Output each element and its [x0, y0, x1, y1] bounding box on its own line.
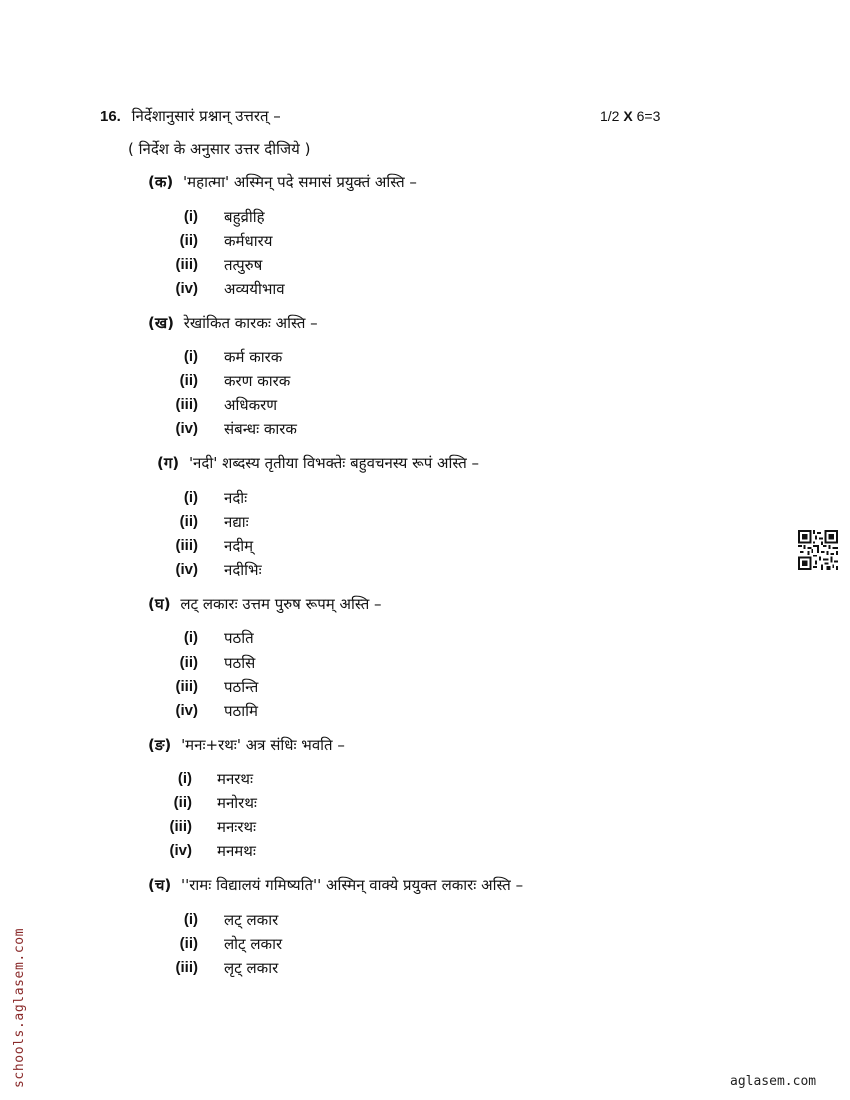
option	[172, 628, 254, 650]
footer-watermark: aglasem.com	[730, 1074, 817, 1089]
option-text: मनोरथः	[217, 794, 257, 812]
option-text: बहुव्रीहि	[224, 208, 265, 226]
option-text: नदीः	[224, 489, 248, 507]
option	[172, 207, 265, 229]
subquestion-letter: (च)	[148, 876, 172, 894]
marks-total: 6=3	[632, 108, 661, 124]
option	[166, 817, 257, 839]
option-roman: (i)	[183, 208, 198, 225]
option	[172, 512, 249, 534]
option-roman: (iv)	[175, 561, 198, 578]
subquestion-letter: (ग)	[157, 454, 180, 472]
option-roman: (i)	[183, 348, 198, 365]
option-text: लोट् लकार	[224, 935, 283, 953]
option-text: पठन्ति	[224, 678, 259, 696]
option	[172, 255, 263, 277]
option	[172, 279, 285, 301]
subquestion-ka	[148, 172, 417, 192]
option-text: मनःरथः	[217, 818, 257, 836]
option-text: पठति	[224, 629, 254, 647]
option	[172, 371, 291, 393]
option-text: अधिकरण	[224, 396, 278, 414]
option-roman: (iii)	[175, 396, 198, 413]
subquestion-text: ''रामः विद्यालयं गमिष्यति'' अस्मिन् वाक्ये प्रयुक्त लकारः अस्ति –	[181, 876, 524, 894]
option-roman: (ii)	[179, 513, 198, 530]
question-header	[100, 106, 281, 126]
subquestion-gha	[148, 594, 382, 614]
subquestion-letter: (क)	[148, 173, 174, 191]
option-roman: (iv)	[169, 842, 192, 859]
subquestion-ga	[157, 453, 479, 473]
option-text: संबन्धः कारक	[224, 420, 297, 438]
marks-multiplier: X	[623, 108, 633, 124]
option	[172, 701, 258, 723]
option-text: अव्ययीभाव	[224, 280, 285, 298]
question-number: 16.	[100, 108, 121, 125]
subquestion-text: लट् लकारः उत्तम पुरुष रूपम् अस्ति –	[180, 595, 382, 613]
option	[172, 395, 278, 417]
option-roman: (ii)	[179, 232, 198, 249]
option-text: करण कारक	[224, 372, 291, 390]
qr-code-icon	[798, 530, 838, 570]
option	[172, 488, 248, 510]
option-text: कर्म कारक	[224, 348, 283, 366]
option-text: लट् लकार	[224, 911, 279, 929]
option	[172, 910, 279, 932]
option	[172, 677, 259, 699]
option-roman: (ii)	[173, 794, 192, 811]
option-text: पठसि	[224, 654, 256, 672]
subquestion-letter: (घ)	[148, 595, 171, 613]
option-roman: (ii)	[179, 654, 198, 671]
option	[172, 934, 283, 956]
option-text: नदीम्	[224, 537, 254, 555]
option-text: नदीभिः	[224, 561, 262, 579]
option	[172, 536, 254, 558]
option-roman: (iii)	[169, 818, 192, 835]
instruction-text: ( निर्देश के अनुसार उत्तर दीजिये )	[128, 140, 311, 158]
option	[172, 958, 279, 980]
question-title: निर्देशानुसारं प्रश्नान् उत्तरत् –	[131, 107, 281, 125]
option	[172, 347, 283, 369]
option-roman: (i)	[183, 629, 198, 646]
subquestion-letter: (ङ)	[148, 736, 172, 754]
subquestion-text: 'महात्मा' अस्मिन् पदे समासं प्रयुक्तं अस्ति –	[183, 173, 417, 191]
option-text: पठामि	[224, 702, 258, 720]
marks-numerator: 1	[600, 108, 608, 124]
option	[172, 231, 273, 253]
subquestion-letter: (ख)	[148, 314, 174, 332]
subquestion-text: 'नदी' शब्दस्य तृतीया विभक्तेः बहुवचनस्य रूपं अस्ति –	[188, 454, 480, 472]
subquestion-text: 'मनः+रथः' अत्र संधिः भवति –	[181, 736, 345, 754]
option	[166, 769, 254, 791]
subquestion-nga	[148, 735, 345, 755]
subquestion-text: रेखांकित कारकः अस्ति –	[183, 314, 318, 332]
subquestion-kha	[148, 313, 318, 333]
option-roman: (iv)	[175, 702, 198, 719]
option-roman: (i)	[177, 770, 192, 787]
marks-label	[600, 108, 660, 124]
option-roman: (ii)	[179, 372, 198, 389]
option-roman: (iv)	[175, 420, 198, 437]
option-roman: (ii)	[179, 935, 198, 952]
option-text: लृट् लकार	[224, 959, 279, 977]
option-roman: (i)	[183, 489, 198, 506]
marks-denominator: /2	[607, 108, 624, 124]
option	[172, 560, 262, 582]
option	[166, 841, 256, 863]
option-roman: (iii)	[175, 537, 198, 554]
subquestion-cha	[148, 875, 523, 895]
option-text: कर्मधारय	[224, 232, 273, 250]
option-text: मनमथः	[217, 842, 256, 860]
option-roman: (iv)	[175, 280, 198, 297]
option-text: तत्पुरुष	[224, 256, 263, 274]
side-watermark: schools.aglasem.com	[12, 927, 27, 1088]
option	[166, 793, 257, 815]
option-roman: (i)	[183, 911, 198, 928]
option-roman: (iii)	[175, 256, 198, 273]
option-text: मनरथः	[217, 770, 254, 788]
option	[172, 653, 256, 675]
option-text: नद्याः	[224, 513, 249, 531]
option-roman: (iii)	[175, 959, 198, 976]
option-roman: (iii)	[175, 678, 198, 695]
option	[172, 419, 297, 441]
